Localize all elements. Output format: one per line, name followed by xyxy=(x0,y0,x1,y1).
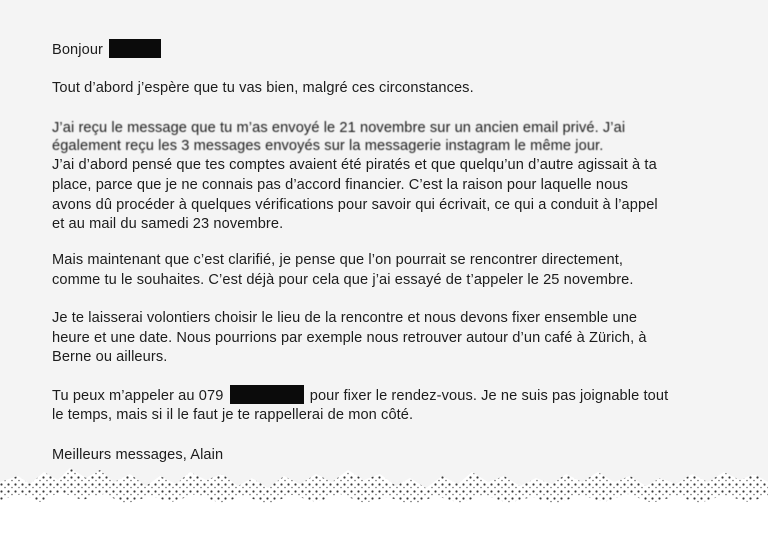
paragraph-2-line-5: avons dû procéder à quelques vérifications pour savoir qui écrivait, ce qui a conduit à l’appel xyxy=(52,197,658,213)
paragraph-4-line-2: heure et une date. Nous pourrions par exemple nous retrouver autour d’un café à Zürich, à xyxy=(52,330,647,346)
paragraph-4-line-1: Je te laisserai volontiers choisir le lieu de la rencontre et nous devons fixer ensemble une xyxy=(52,310,638,326)
paragraph-3-line-2: comme tu le souhaites. C’est déjà pour cela que j’ai essayé de t’appeler le 25 novembre. xyxy=(52,272,634,288)
paragraph-1-line: Tout d’abord j’espère que tu vas bien, malgré ces circonstances. xyxy=(52,80,474,96)
paragraph-2-line-4: place, parce que je ne connais pas d’accord financier. C’est la raison pour laquelle nous xyxy=(52,177,628,193)
paragraph-5-line-2: le temps, mais si il le faut je te rappellerai de mon côté. xyxy=(52,407,414,423)
paragraph-4-line-3: Berne ou ailleurs. xyxy=(52,349,168,365)
paragraph-2-line-2: également reçu les 3 messages envoyés sur la messagerie instagram le même jour. xyxy=(52,138,604,154)
phone-prefix-text: Tu peux m’appeler au 079 xyxy=(52,388,224,404)
paragraph-2-line-1: J’ai reçu le message que tu m’as envoyé le 21 novembre sur un ancien email privé. J’ai xyxy=(52,120,626,136)
paragraph-2-line-3: J’ai d’abord pensé que tes comptes avaient été piratés et que quelqu’un d’autre agissait à ta xyxy=(52,157,657,173)
closing-signature: Meilleurs messages, Alain xyxy=(52,447,224,463)
phone-suffix-text: pour fixer le rendez-vous. Je ne suis pas joignable tout xyxy=(309,388,669,404)
paragraph-3-line-1: Mais maintenant que c’est clarifié, je pense que l’on pourrait se rencontrer directement, xyxy=(52,252,624,268)
greeting-text: Bonjour xyxy=(52,42,104,58)
paragraph-2-line-6: et au mail du samedi 23 novembre. xyxy=(52,216,284,232)
